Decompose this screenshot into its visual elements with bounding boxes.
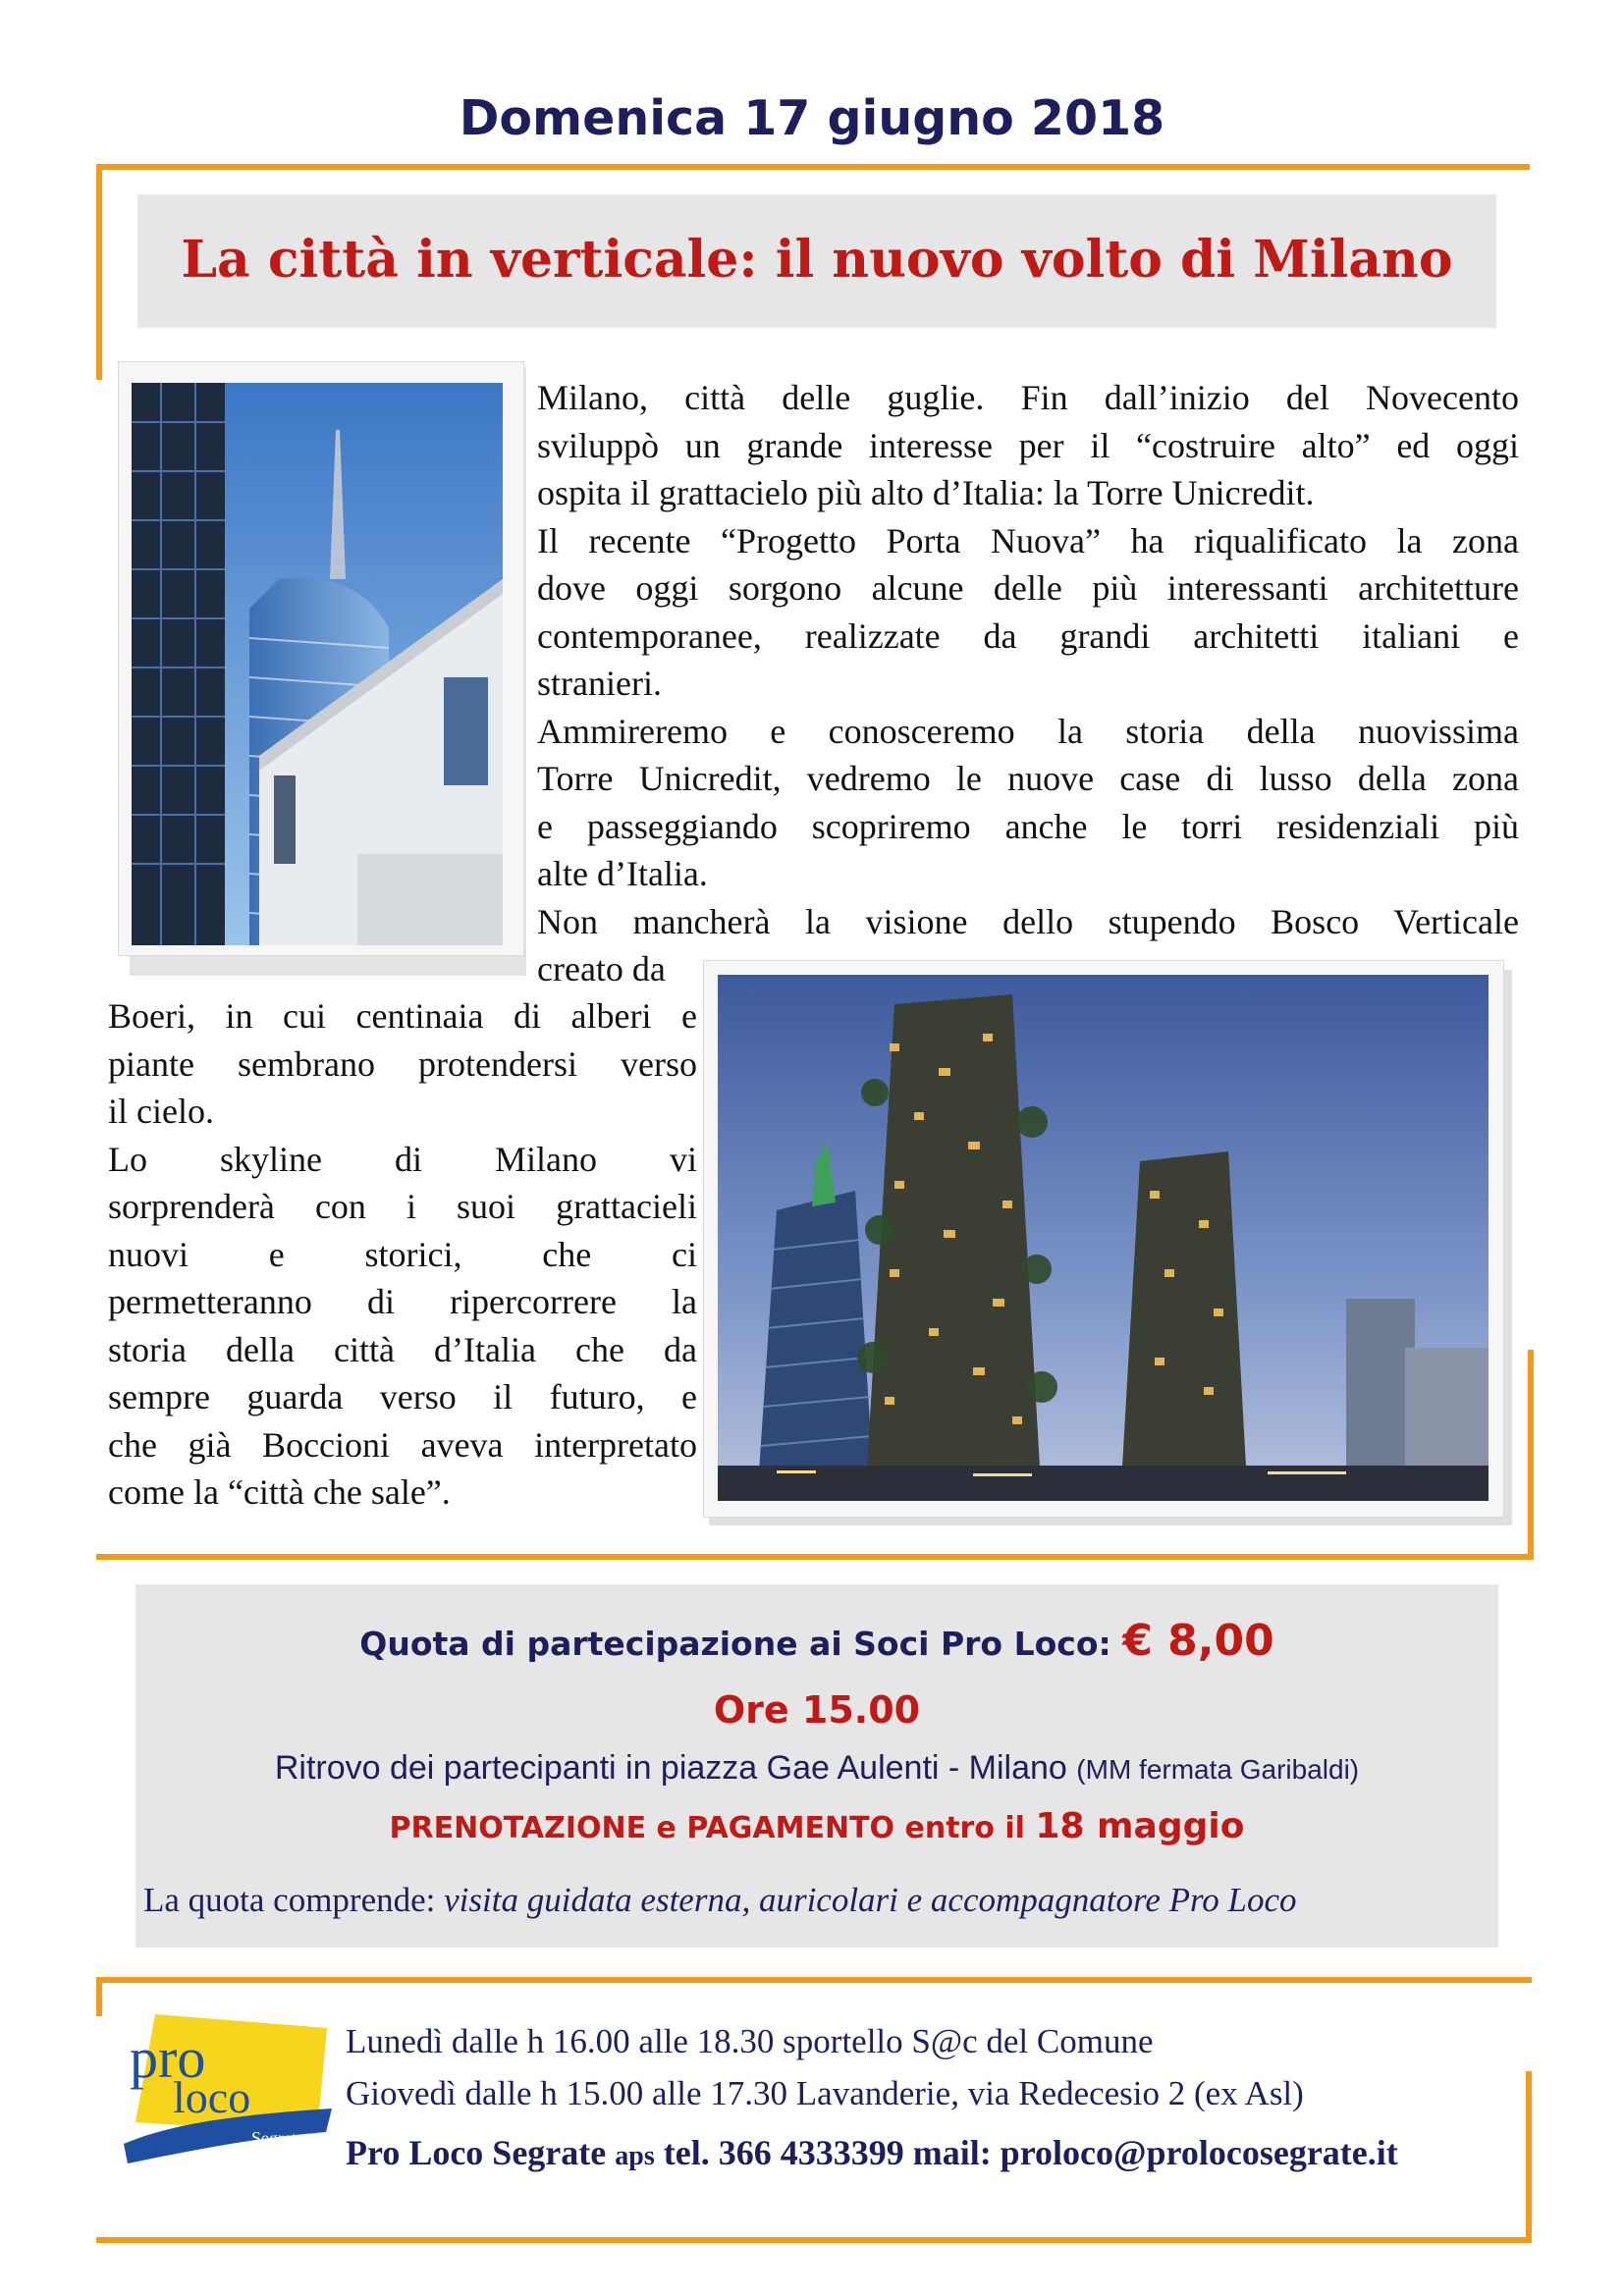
page-title: La città in verticale: il nuovo volto di Milano <box>181 230 1453 290</box>
orange-border-top <box>96 164 1530 170</box>
article-text-bottom <box>108 992 697 1517</box>
event-date: Domenica 17 giugno 2018 <box>459 90 1165 146</box>
title-box <box>137 194 1496 328</box>
text-line: storia della città d’Italia che da <box>108 1329 697 1369</box>
text-line: Boeri, in cui centinaia di alberi e <box>108 996 697 1036</box>
footer-border-bottom <box>96 2237 1532 2243</box>
pro-loco-logo <box>116 2006 342 2173</box>
fee-label: Quota di partecipazione ai Soci Pro Loco: <box>359 1625 1111 1663</box>
text-line: alte d’Italia. <box>537 854 708 893</box>
organization-contacts <box>346 2132 1398 2173</box>
text-line: sorprenderà con i suoi grattacieli <box>108 1187 697 1226</box>
phone-and-email: tel. 366 4333399 mail: proloco@prolocosegrate.it <box>663 2133 1398 2172</box>
booking-deadline <box>135 1806 1498 1846</box>
logo-text-loco: loco <box>173 2072 251 2122</box>
organization-type: aps <box>615 2141 655 2171</box>
text-line: Ammireremo e conosceremo la storia della nuovissima <box>537 711 1519 751</box>
booking-date: 18 maggio <box>1035 1806 1245 1846</box>
text-line: contemporanee, realizzate da grandi architetti italiani e <box>537 615 1519 656</box>
orange-border-left <box>96 164 102 380</box>
includes-items: visita guidata esterna, auricolari e accompagnatore Pro Loco <box>444 1881 1297 1919</box>
orange-border-right <box>1528 1350 1534 1560</box>
meeting-note: (MM fermata Garibaldi) <box>1076 1754 1360 1785</box>
fee-includes <box>143 1881 1297 1920</box>
fee-price: € 8,00 <box>1122 1616 1274 1666</box>
meeting-point <box>135 1749 1498 1788</box>
text-line: Milano, città delle guglie. Fin dall’inizio del Novecento <box>537 378 1519 417</box>
logo-text-pro: pro <box>130 2026 206 2090</box>
text-line: come la “città che sale”. <box>108 1472 451 1512</box>
bosco-verticale-photo <box>718 975 1489 1501</box>
organization-name: Pro Loco Segrate <box>346 2133 607 2172</box>
text-line: Lo skyline di Milano vi <box>108 1139 697 1179</box>
start-time: Ore 15.00 <box>713 1688 921 1732</box>
footer-border-right <box>1526 2071 1532 2243</box>
booking-text: PRENOTAZIONE e PAGAMENTO entro il <box>389 1811 1025 1845</box>
text-line: sviluppò un grande interesse per il “costruire alto” ed oggi <box>537 425 1519 465</box>
opening-hours-monday: Lunedì dalle h 16.00 alle 18.30 sportello S@c del Comune <box>346 2022 1154 2060</box>
torre-unicredit-photo <box>132 383 503 945</box>
logo-text-city: Segrate <box>251 2128 304 2148</box>
orange-border-bottom <box>96 1554 1534 1560</box>
info-box <box>135 1584 1498 1948</box>
footer-border-top <box>96 1977 1532 1983</box>
text-line: dove oggi sorgono alcune delle più interessanti architetture <box>537 568 1519 608</box>
text-line: piante sembrano protendersi verso <box>108 1043 697 1084</box>
text-line: stranieri. <box>537 664 662 703</box>
meeting-text: Ritrovo dei partecipanti in piazza Gae Aulenti - Milano <box>274 1749 1067 1787</box>
text-line: che già Boccioni aveva interpretato <box>108 1424 697 1465</box>
text-line: nuovi e storici, che ci <box>108 1234 697 1274</box>
article-text-top <box>537 374 1519 993</box>
text-line: creato da <box>537 949 666 988</box>
includes-label: La quota comprende: <box>143 1881 436 1919</box>
participation-fee <box>135 1616 1498 1666</box>
text-line: permetteranno di ripercorrere la <box>108 1282 697 1321</box>
text-line: e passeggiando scopriremo anche le torri residenziali più <box>537 806 1519 846</box>
text-line: ospita il grattacielo più alto d’Italia: la Torre Unicredit. <box>537 473 1315 512</box>
footer-border-left <box>96 1977 102 2016</box>
text-line: Il recente “Progetto Porta Nuova” ha riqualificato la zona <box>537 520 1519 561</box>
text-line: Non mancherà la visione dello stupendo Bosco Verticale <box>537 901 1519 941</box>
text-line: il cielo. <box>108 1092 214 1131</box>
text-line: Torre Unicredit, vedremo le nuove case di lusso della zona <box>537 759 1519 798</box>
text-line: sempre guarda verso il futuro, e <box>108 1377 697 1416</box>
opening-hours-thursday: Giovedì dalle h 15.00 alle 17.30 Lavanderie, via Redecesio 2 (ex Asl) <box>346 2074 1304 2112</box>
